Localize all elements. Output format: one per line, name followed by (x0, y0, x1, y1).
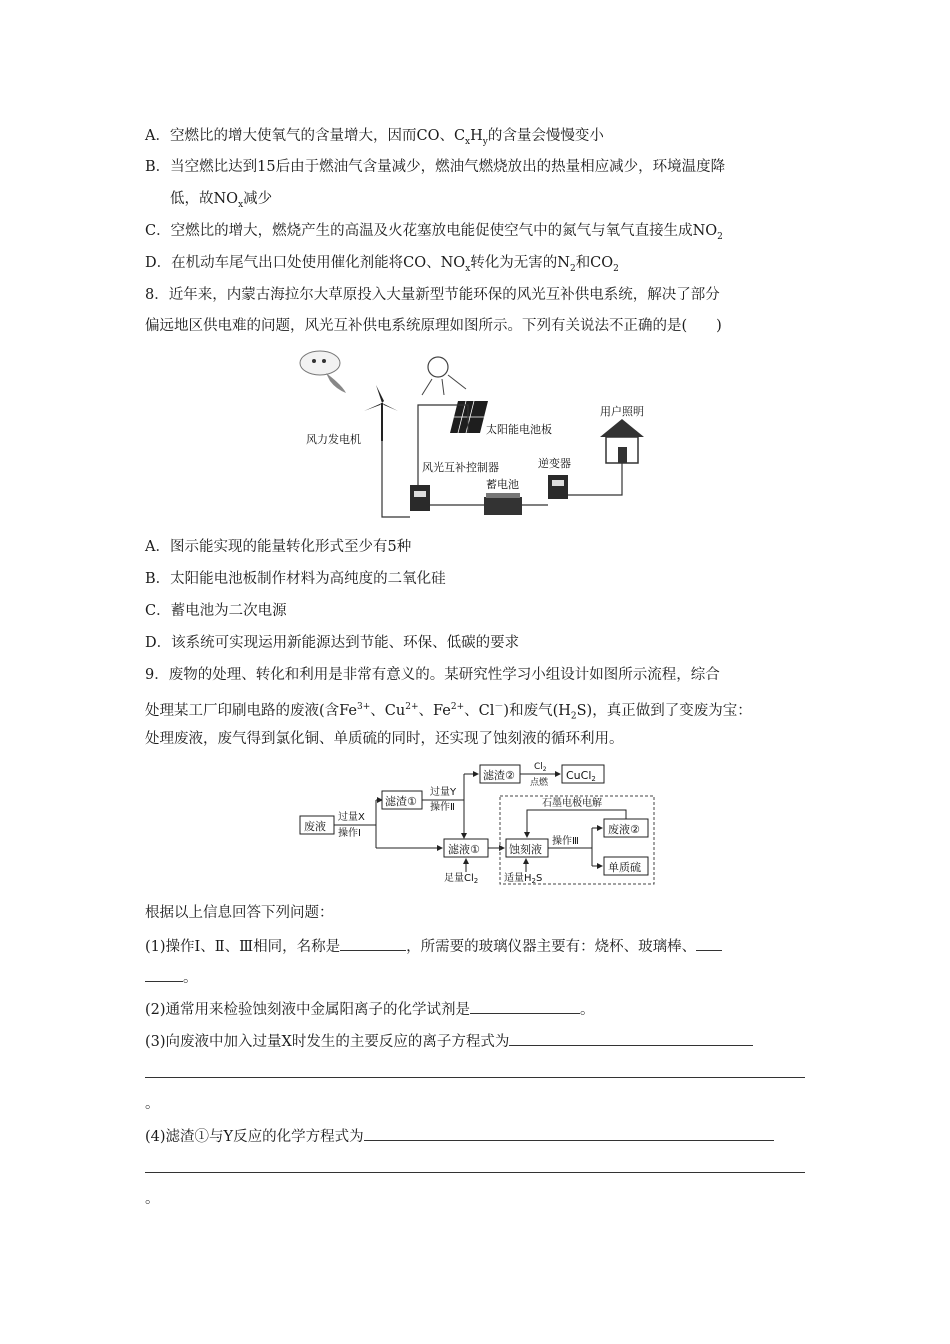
q9-part4-end: 。 (145, 1191, 160, 1207)
q9-part3: (3)向废液中加入过量X时发生的主要反应的离子方程式为 (145, 1031, 753, 1052)
q9-stem-line1: 9．废物的处理、转化和利用是非常有意义的。某研究性学习小组设计如图所示流程，综合 (145, 667, 720, 683)
enough-cl2-label: 足量$Cl_2$ (444, 873, 479, 885)
user-lighting-label: 用户照明 (600, 405, 644, 418)
inverter-icon (548, 475, 568, 499)
q7-option-b-line1: B．当空燃比达到15后由于燃油气含量减少，燃油气燃烧放出的热量相应减少，环境温度降 (145, 159, 726, 175)
q7-option-a: A．空燃比的增大使氧气的含量增大，因而CO、$C_xH_y$的含量会慢慢变小 (145, 128, 604, 147)
residue2-label: 滤渣② (483, 769, 515, 782)
solar-panel-icon (450, 401, 488, 433)
sun-icon (422, 357, 466, 395)
q9-stem-line2: 处理某工厂印刷电路的废液(含$Fe^{3+}$、$Cu^{2+}$、$Fe^{2+}$、Cl－)和废气$(H_2S)$，真正做到了变废为宝： (145, 702, 752, 722)
h2s-label: 适量$H_2S$ (504, 873, 543, 885)
inverter-label: 逆变器 (538, 457, 571, 470)
q9-stem-line3: 处理废液，废气得到氯化铜、单质硫的同时，还实现了蚀刻液的循环利用。 (145, 731, 624, 747)
graphite-label: 石墨电极电解 (542, 798, 602, 809)
wind-turbine-icon (364, 385, 398, 441)
waste2-label: 废液② (608, 823, 640, 836)
process-flow-diagram (296, 760, 660, 888)
battery-icon (484, 493, 522, 515)
op1-label: 操作Ⅰ (338, 828, 361, 839)
q9-part1: (1)操作Ⅰ、Ⅱ、Ⅲ相同，名称是 ，所需要的玻璃仪器主要有：烧杯、玻璃棒、 (145, 936, 722, 957)
answer-blank-4[interactable] (509, 1031, 753, 1046)
answer-line-5b[interactable] (145, 1172, 805, 1173)
controller-label: 风光互补控制器 (422, 461, 499, 474)
battery-label: 蓄电池 (486, 478, 519, 491)
house-icon (600, 419, 644, 463)
residue1-label: 滤渣① (385, 795, 417, 808)
q9-part2: (2)通常用来检验蚀刻液中金属阳离子的化学试剂是 。 (145, 999, 595, 1020)
q8-option-d: D．该系统可实现运用新能源达到节能、环保、低碳的要求 (145, 635, 520, 651)
q7-option-d: D．在机动车尾气出口处使用催化剂能将CO、$NO_x$转化为无害的$N_2$和$CO_2$ (145, 255, 619, 274)
op3-label: 操作Ⅲ (552, 836, 579, 847)
cl2-label: $Cl_2$ (534, 762, 547, 773)
q7-option-c: C．空燃比的增大，燃烧产生的高温及火花塞放电能促使空气中的氮气与氧气直接生成$NO_2$ (145, 223, 723, 242)
q9-part3-end: 。 (145, 1096, 160, 1112)
wind-generator-label: 风力发电机 (306, 433, 361, 446)
q8-stem-line2: 偏远地区供电难的问题，风光互补供电系统原理如图所示。下列有关说法不正确的是( ) (145, 318, 722, 334)
q8-stem-line1: 8．近年来，内蒙古海拉尔大草原投入大量新型节能环保的风光互补供电系统，解决了部分 (145, 287, 720, 303)
excess-x-label: 过量X (338, 812, 365, 823)
op2-label: 操作Ⅱ (430, 802, 455, 813)
q8-option-a: A．图示能实现的能量转化形式至少有5种 (145, 539, 412, 555)
answer-line-4b[interactable] (145, 1077, 805, 1078)
cucl2-label: CuCl2 (566, 769, 596, 783)
q9-intro: 根据以上信息回答下列问题： (145, 905, 334, 921)
answer-blank-1[interactable] (340, 936, 406, 951)
filtrate1-label: 滤液① (448, 843, 480, 856)
q9-part4: (4)滤渣①与Y反应的化学方程式为 (145, 1126, 774, 1147)
q7-option-b-line2: 低，故$NO_x$减少 (170, 191, 273, 210)
answer-blank-2a[interactable] (696, 936, 722, 951)
answer-blank-3[interactable] (470, 999, 580, 1014)
answer-blank-2b[interactable] (145, 967, 183, 982)
waste-liquid-label: 废液 (304, 820, 326, 833)
answer-blank-5[interactable] (364, 1126, 774, 1141)
etch-label: 蚀刻液 (509, 843, 542, 856)
q8-option-b: B．太阳能电池板制作材料为高纯度的二氧化硅 (145, 571, 446, 587)
solar-panel-label: 太阳能电池板 (486, 423, 552, 436)
cloud-icon (300, 351, 346, 393)
excess-y-label: 过量Y (430, 787, 457, 798)
q8-option-c: C．蓄电池为二次电源 (145, 603, 287, 619)
controller-icon (410, 485, 430, 511)
wind-solar-diagram (290, 345, 670, 525)
sulfur-label: 单质硫 (608, 861, 641, 874)
q9-part1-cont: 。 (145, 967, 198, 988)
ignite-label: 点燃 (530, 778, 549, 788)
